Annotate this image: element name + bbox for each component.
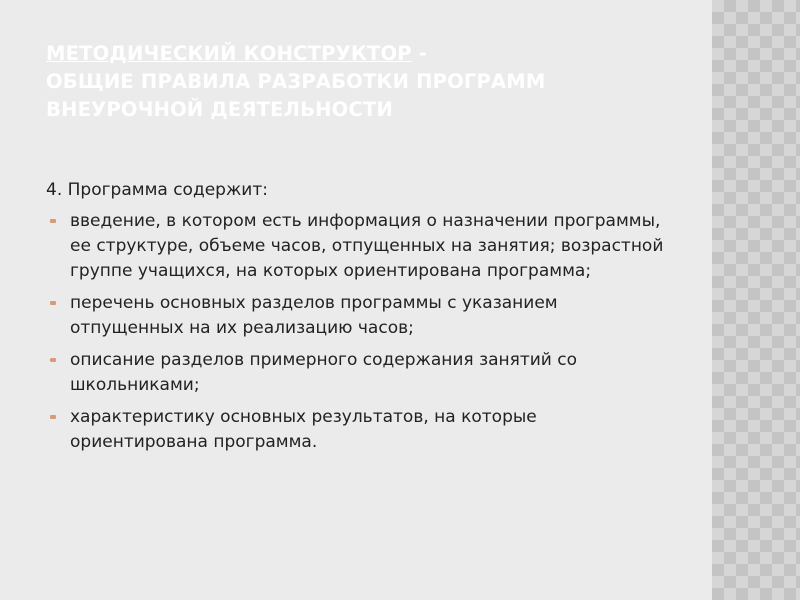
- title-underlined-text: МЕТОДИЧЕСКИЙ КОНСТРУКТОР: [46, 42, 412, 65]
- bullet-item: [46, 405, 676, 455]
- bullet-text: описание разделов примерного содержания занятий со школьниками;: [70, 350, 578, 395]
- title-line-3: ВНЕУРОЧНОЙ ДЕЯТЕЛЬНОСТИ: [46, 98, 393, 121]
- bullet-item: [46, 209, 676, 284]
- bullet-item: [46, 291, 676, 341]
- bullet-text: характеристику основных результатов, на которые ориентирована программа.: [70, 407, 537, 452]
- bullet-item: [46, 348, 676, 398]
- bullet-icon: [50, 415, 56, 419]
- bullet-icon: [50, 358, 56, 362]
- bullet-icon: [50, 219, 56, 223]
- bullet-text: перечень основных разделов программы с указанием отпущенных на их реализацию часов;: [70, 293, 558, 338]
- bullet-icon: [50, 301, 56, 305]
- slide-body: [46, 178, 676, 462]
- intro-text: 4. Программа содержит:: [46, 180, 268, 200]
- bullet-text: введение, в котором есть информация о назначении программы, ее структуре, объеме часов, отпущенных на занятия; возрастной группе учащихся, на которых ориентирована программа;: [70, 211, 664, 281]
- slide-title: [46, 40, 686, 124]
- bullet-list: [46, 209, 676, 455]
- title-line-2: ОБЩИЕ ПРАВИЛА РАЗРАБОТКИ ПРОГРАММ: [46, 70, 546, 93]
- decorative-pattern-strip: [712, 0, 800, 600]
- title-dash: -: [411, 42, 428, 65]
- title-line-1: [46, 40, 686, 68]
